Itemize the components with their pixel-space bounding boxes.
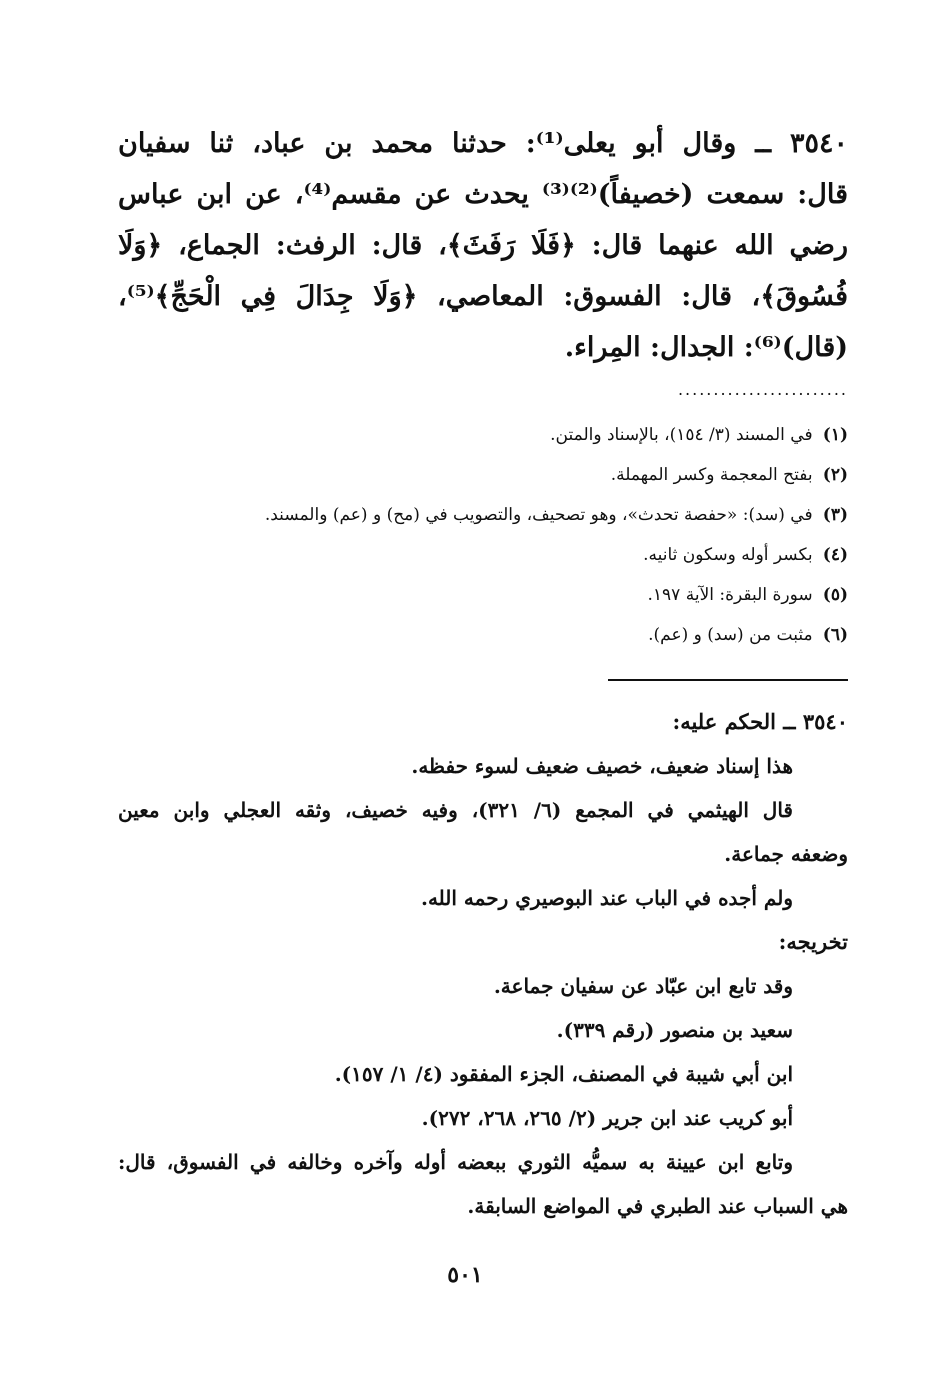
hadith-line-1: ٣٥٤٠ ــ وقال أبو يعلى⁽¹⁾: حدثنا محمد بن عباد، ثنا سفيان bbox=[118, 128, 849, 159]
hadith-line-4: فُسُوقَ﴾، قال: الفسوق: المعاصي، ﴿وَلَا جِدَالَ فِي الْحَجِّ﴾⁽⁵⁾، bbox=[118, 281, 848, 312]
page-number: ٥٠١ bbox=[447, 1262, 483, 1288]
takhrij-line-3: ابن أبي شيبة في المصنف، الجزء المفقود (٤/ ١/ ١٥٧). bbox=[334, 1062, 793, 1086]
footnote-text: في (سد): «حفصة تحدث»، وهو تصحيف، والتصويب في (مح) و (عم) والمسند. bbox=[264, 505, 813, 525]
footnote-text: مثبت من (سد) و (عم). bbox=[648, 625, 813, 645]
takhrij-line-5: وتابع ابن عيينة به سميُّه الثوري ببعضه أوله وآخره وخالفه في الفسوق، قال: bbox=[118, 1150, 793, 1174]
ruling-paragraph-2-line-1: قال الهيثمي في المجمع (٦/ ٣٢١)، وفيه خصيف، وثقه العجلي وابن معين bbox=[118, 798, 793, 822]
footnote-text: سورة البقرة: الآية ١٩٧. bbox=[647, 585, 813, 605]
footnote-number: (٢) bbox=[822, 465, 848, 485]
footnote-text: بفتح المعجمة وكسر المهملة. bbox=[610, 465, 813, 485]
hadith-line-2: قال: سمعت (خصيفاً)⁽²⁾⁽³⁾ يحدث عن مقسم⁽⁴⁾، عن ابن عباس bbox=[118, 179, 848, 210]
takhrij-line-4: أبو كريب عند ابن جرير (٢/ ٢٦٥، ٢٦٨، ٢٧٢). bbox=[421, 1106, 793, 1130]
footnote-item bbox=[118, 455, 848, 495]
footnote-separator: ........................ bbox=[677, 380, 848, 399]
footnote-item bbox=[118, 495, 848, 535]
footnote-item bbox=[118, 575, 848, 615]
takhrij-line-2: سعيد بن منصور (رقم ٣٣٩). bbox=[556, 1018, 793, 1042]
footnote-number: (٥) bbox=[822, 585, 848, 605]
takhrij-line-6: هي السباب عند الطبري في المواضع السابقة. bbox=[467, 1194, 848, 1218]
footnote-text: في المسند (٣/ ١٥٤)، بالإسناد والمتن. bbox=[550, 425, 813, 445]
ruling-heading: ٣٥٤٠ ــ الحكم عليه: bbox=[672, 709, 848, 734]
footnote-number: (٣) bbox=[822, 505, 848, 525]
footnote-item bbox=[118, 615, 848, 655]
footnote-item bbox=[118, 415, 848, 455]
ruling-paragraph-2-line-2: وضعفه جماعة. bbox=[724, 842, 848, 866]
hadith-line-3: رضي الله عنهما قال: ﴿فَلَا رَفَثَ﴾، قال: الرفث: الجماع، ﴿وَلَا bbox=[118, 230, 848, 261]
hadith-line-5: (قال)⁽⁶⁾: الجدال: المِراء. bbox=[564, 332, 848, 363]
footnotes bbox=[118, 415, 848, 655]
hadith-text bbox=[118, 118, 848, 373]
footnote-item bbox=[118, 535, 848, 575]
footnote-number: (٤) bbox=[822, 545, 848, 565]
ruling-paragraph-1: هذا إسناد ضعيف، خصيف ضعيف لسوء حفظه. bbox=[411, 754, 793, 778]
footnote-number: (١) bbox=[822, 425, 848, 445]
ruling-paragraph-3: ولم أجده في الباب عند البوصيري رحمه الله. bbox=[421, 886, 793, 910]
footnote-number: (٦) bbox=[822, 625, 848, 645]
ruling-section bbox=[118, 700, 848, 1228]
section-divider bbox=[608, 679, 848, 681]
takhrij-line-1: وقد تابع ابن عبّاد عن سفيان جماعة. bbox=[493, 974, 793, 998]
takhrij-heading: تخريجه: bbox=[778, 929, 848, 954]
footnote-text: بكسر أوله وسكون ثانيه. bbox=[643, 545, 813, 565]
